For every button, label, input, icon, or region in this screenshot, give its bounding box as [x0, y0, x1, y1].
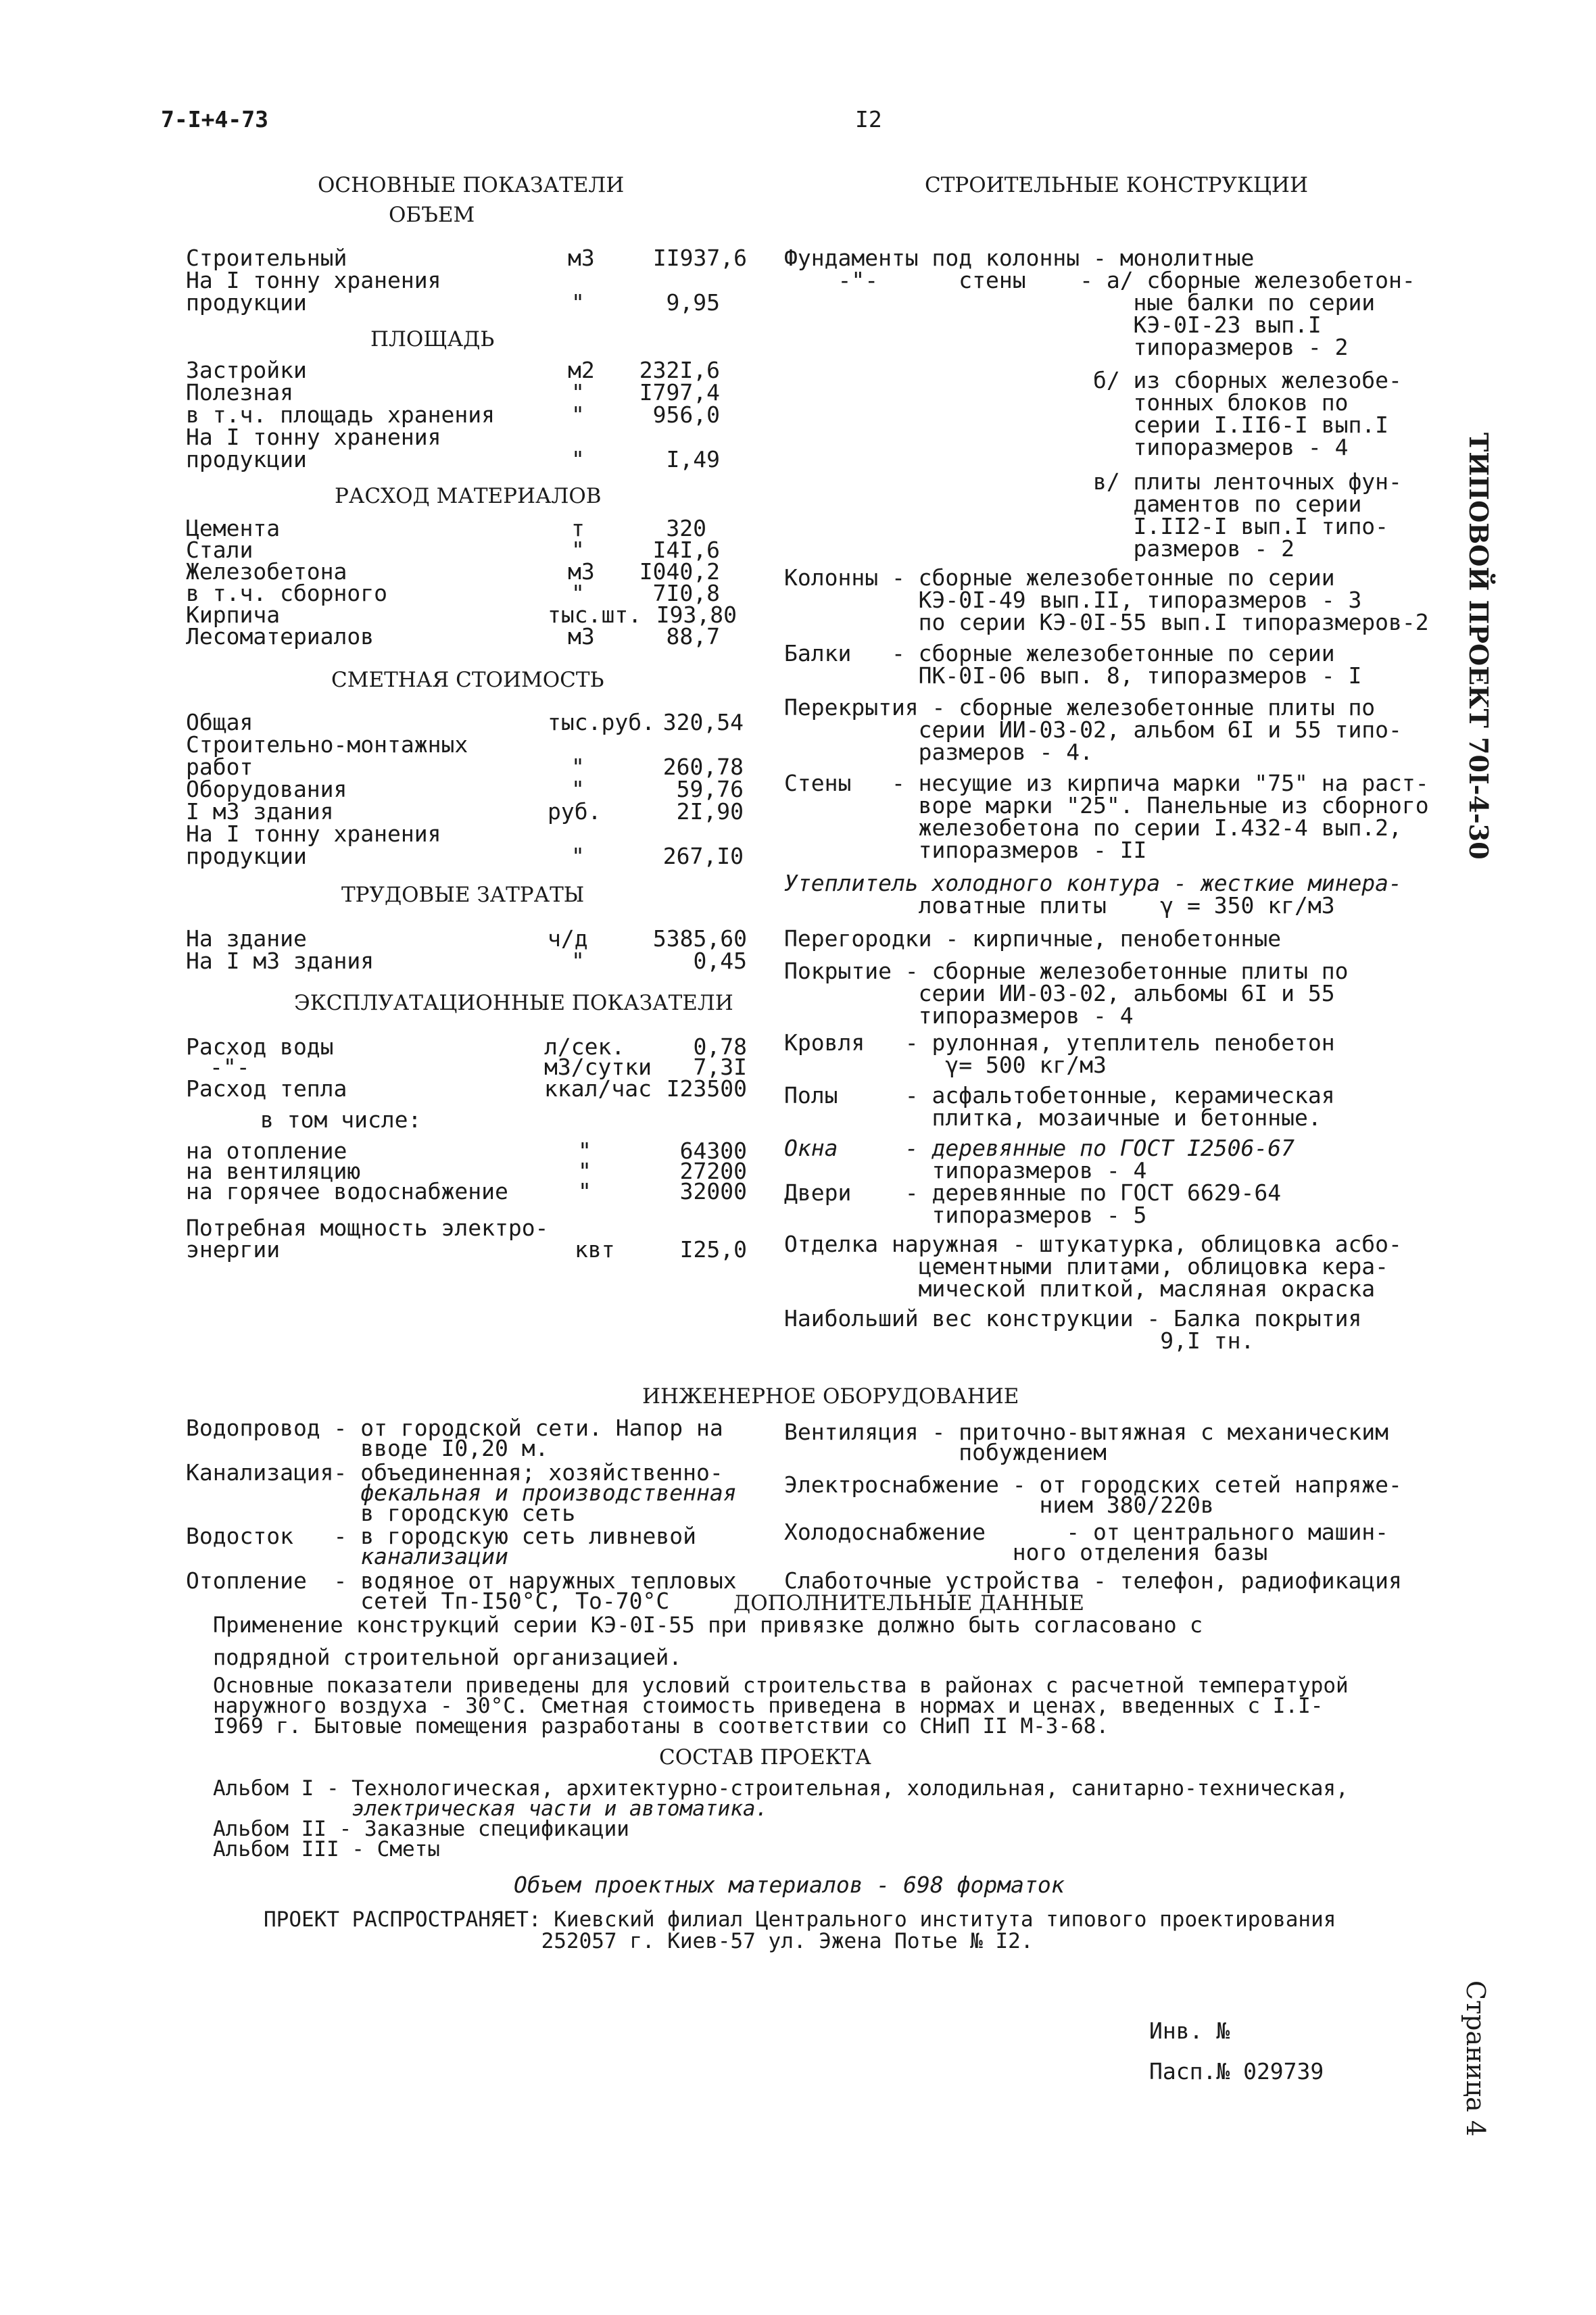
cost-row-value: 320,54 [662, 709, 744, 735]
engineering-left-line: Канализация- объединенная; хозяйственно- [186, 1459, 723, 1486]
engineering-left-line: канализации [186, 1543, 508, 1569]
operation-row-value: I25,0 [679, 1236, 747, 1263]
labor-row-unit: " [571, 948, 585, 974]
volume-row-value: II937,6 [652, 245, 747, 271]
structures-line: 9,I тн. [784, 1327, 1255, 1354]
operation-row-unit: м3/сутки [544, 1054, 652, 1080]
engineering-left-line: Водосток - в городскую сеть ливневой [186, 1523, 696, 1549]
structures-line: Двери - деревянные по ГОСТ 6629-64 [784, 1179, 1282, 1206]
main-indicators-title: ОСНОВНЫЕ ПОКАЗАТЕЛИ [318, 173, 625, 197]
structures-line: ловатные плиты γ = 350 кг/м3 [784, 892, 1335, 919]
area-row-unit: " [571, 446, 585, 472]
engineering-right-line: Вентиляция - приточно-вытяжная с механическим [784, 1419, 1389, 1445]
operation-row-value: 32000 [679, 1178, 747, 1204]
materials-row-value: 7I0,8 [652, 580, 720, 606]
structures-line: размеров - 2 [784, 535, 1295, 562]
additional-title: ДОПОЛНИТЕЛЬНЫЕ ДАННЫЕ [733, 1591, 1084, 1615]
materials-row-label: Кирпича [186, 602, 281, 628]
area-row-value: I,49 [666, 446, 720, 472]
materials-row-unit: " [571, 537, 585, 563]
operation-row-unit: " [578, 1138, 591, 1164]
structures-line: Перекрытия - сборные железобетонные плиты по [784, 694, 1376, 721]
operation-row-label: на вентиляцию [186, 1158, 361, 1184]
structures-line: плитка, мозаичные и бетонные. [784, 1104, 1322, 1131]
structures-line: серии ИИ-03-02, альбомы 6I и 55 [784, 980, 1335, 1006]
doc-code: 7-I+4-73 [161, 106, 268, 132]
area-row-unit: м2 [568, 357, 595, 383]
structures-line: Утеплитель холодного контура - жесткие минера- [784, 870, 1402, 896]
operation-row-label: на горячее водоснабжение [186, 1178, 508, 1204]
page-number: I2 [855, 106, 882, 132]
structures-title: СТРОИТЕЛЬНЫЕ КОНСТРУКЦИИ [925, 173, 1308, 197]
structures-line: Полы - асфальтобетонные, керамическая [784, 1082, 1335, 1108]
volume-row-unit: м3 [568, 245, 595, 271]
composition-line: электрическая части и автоматика. [213, 1797, 769, 1821]
additional-line: Основные показатели приведены для условий строительства в районах с расчетной температурой [213, 1674, 1349, 1698]
structures-line: типоразмеров - 4 [784, 434, 1349, 460]
structures-line: типоразмеров - 4 [784, 1002, 1134, 1029]
area-row-unit: " [571, 401, 585, 428]
cost-row-value: 2I,90 [676, 798, 744, 825]
volume-title: ОБЪЕМ [389, 203, 475, 227]
labor-row-value: 5385,60 [652, 925, 747, 952]
additional-line: наружного воздуха - 30°С. Сметная стоимость приведена в нормах и ценах, введенных с I.I- [213, 1694, 1324, 1718]
operation-row-unit: квт [575, 1236, 615, 1263]
structures-line: Стены - несущие из кирпича марки "75" на раст- [784, 770, 1429, 796]
operation-row-unit: ккал/час [544, 1075, 652, 1102]
structures-line: КЭ-0I-23 вып.I [784, 312, 1322, 338]
area-row-value: 232I,6 [639, 357, 720, 383]
materials-row-value: I4I,6 [652, 537, 720, 563]
composition-title: СОСТАВ ПРОЕКТА [659, 1745, 871, 1770]
materials-row-unit: м3 [568, 623, 595, 650]
structures-line: Балки - сборные железобетонные по серии [784, 640, 1335, 666]
structures-line: воре марки "25". Панельные из сборного [784, 792, 1429, 819]
engineering-left-line: Отопление - водяное от наружных тепловых [186, 1567, 737, 1594]
materials-row-value: 88,7 [666, 623, 720, 650]
operation-row-value: 0,78 [693, 1033, 747, 1060]
materials-row-value: I040,2 [639, 558, 720, 585]
distributor-line: ПРОЕКТ РАСПРОСТРАНЯЕТ: Киевский филиал Центрального института типового проектирования [264, 1907, 1336, 1932]
engineering-left-line: вводе I0,20 м. [186, 1435, 549, 1461]
area-row-label: Застройки [186, 357, 307, 383]
structures-line: даментов по серии [784, 491, 1362, 517]
structures-line: -"- стены - а/ сборные железобетон- [784, 267, 1416, 293]
cost-row-label: Строительно-монтажных [186, 731, 468, 758]
structures-line: Отделка наружная - штукатурка, облицовка асбо- [784, 1231, 1402, 1257]
engineering-right-line: Электроснабжение - от городских сетей напряже- [784, 1471, 1402, 1498]
structures-line: Наибольший вес конструкции - Балка покрытия [784, 1305, 1362, 1332]
volume-row-label: На I тонну хранения [186, 267, 441, 293]
cost-row-value: 260,78 [662, 754, 744, 780]
structures-line: I.II2-I вып.I типо- [784, 513, 1389, 539]
engineering-title: ИНЖЕНЕРНОЕ ОБОРУДОВАНИЕ [642, 1384, 1019, 1409]
inv-number: Инв. № [1149, 2018, 1230, 2044]
area-row-label: Полезная [186, 379, 293, 406]
materials-row-label: Цемента [186, 515, 281, 541]
cost-row-label: Общая [186, 709, 253, 735]
materials-row-unit: тыс.шт. [548, 602, 642, 628]
operation-row-unit: л/сек. [544, 1033, 625, 1060]
distributor-line: 252057 г. Киев-57 ул. Эжена Потье № I2. [264, 1929, 1034, 1953]
cost-row-unit: " [571, 843, 585, 869]
cost-row-label: Оборудования [186, 776, 347, 802]
pasp-number: Пасп.№ 029739 [1149, 2058, 1324, 2085]
cost-row-unit: руб. [548, 798, 602, 825]
materials-row-unit: т [571, 515, 585, 541]
structures-line: ные балки по серии [784, 289, 1376, 316]
materials-row-label: Железобетона [186, 558, 347, 585]
structures-line: ПК-0I-06 вып. 8, типоразмеров - I [784, 662, 1362, 689]
volume-row-value: 9,95 [666, 289, 720, 316]
labor-row-unit: ч/д [548, 925, 588, 952]
area-row-label: в т.ч. площадь хранения [186, 401, 495, 428]
structures-line: серии I.II6-I вып.I [784, 412, 1389, 438]
labor-title: ТРУДОВЫЕ ЗАТРАТЫ [341, 883, 585, 907]
operation-row-label: Расход воды [186, 1033, 334, 1060]
operation-row-value: 7,3I [693, 1054, 747, 1080]
materials-row-unit: " [571, 580, 585, 606]
composition-line: Альбом III - Сметы [213, 1837, 440, 1861]
operation-row-value: I23500 [666, 1075, 747, 1102]
side-page-label: Страница 4 [1461, 1980, 1491, 2137]
engineering-left-line: Водопровод - от городской сети. Напор на [186, 1415, 723, 1441]
materials-row-label: в т.ч. сборного [186, 580, 388, 606]
engineering-right-line: Холодоснабжение - от центрального машин- [784, 1519, 1389, 1545]
operation-row-value: 64300 [679, 1138, 747, 1164]
cost-row-label: работ [186, 754, 253, 780]
operation-row-label: в том числе: [260, 1106, 422, 1133]
operation-row-value: 27200 [679, 1158, 747, 1184]
engineering-right-line: ного отделения базы [784, 1539, 1268, 1565]
materials-title: РАСХОД МАТЕРИАЛОВ [335, 484, 602, 508]
structures-line: типоразмеров - 4 [784, 1157, 1147, 1184]
composition-line: Альбом II - Заказные спецификации [213, 1817, 629, 1841]
materials-row-value: I93,80 [656, 602, 737, 628]
structures-line: цементными плитами, облицовка кера- [784, 1253, 1389, 1280]
materials-row-label: Стали [186, 537, 253, 563]
cost-row-value: 267,I0 [662, 843, 744, 869]
materials-row-value: 320 [666, 515, 706, 541]
composition-volume: Объем проектных материалов - 698 форматок [514, 1872, 1065, 1898]
cost-row-value: 59,76 [676, 776, 744, 802]
operation-row-label: Расход тепла [186, 1075, 347, 1102]
structures-line: по серии КЭ-0I-55 вып.I типоразмеров-2 [784, 609, 1429, 635]
additional-line: I969 г. Бытовые помещения разработаны в соответствии со СНиП II М-3-68. [213, 1714, 1109, 1738]
structures-line: Покрытие - сборные железобетонные плиты по [784, 958, 1349, 984]
engineering-left-line: в городскую сеть [186, 1500, 576, 1526]
structures-line: размеров - 4. [784, 739, 1093, 765]
operation-row-label: энергии [186, 1236, 281, 1263]
area-row-label: На I тонну хранения [186, 424, 441, 450]
structures-line: КЭ-0I-49 вып.II, типоразмеров - 3 [784, 587, 1362, 613]
structures-line: б/ из сборных железобе- [784, 367, 1402, 393]
volume-row-label: продукции [186, 289, 307, 316]
volume-row-unit: " [571, 289, 585, 316]
cost-row-label: I м3 здания [186, 798, 334, 825]
composition-line: Альбом I - Технологическая, архитектурно-строительная, холодильная, санитарно-техническая, [213, 1776, 1349, 1801]
labor-row-value: 0,45 [693, 948, 747, 974]
labor-row-label: На здание [186, 925, 307, 952]
structures-line: железобетона по серии I.432-4 вып.2, [784, 814, 1402, 841]
additional-line: подрядной строительной организацией. [213, 1644, 682, 1670]
structures-line: тонных блоков по [784, 389, 1349, 416]
volume-row-label: Строительный [186, 245, 347, 271]
materials-row-label: Лесоматериалов [186, 623, 374, 650]
area-row-value: I797,4 [639, 379, 720, 406]
engineering-left-line: фекальная и производственная [186, 1480, 737, 1506]
structures-line: мической плиткой, масляная окраска [784, 1275, 1376, 1302]
operation-row-label: на отопление [186, 1138, 347, 1164]
cost-row-label: продукции [186, 843, 307, 869]
cost-title: СМЕТНАЯ СТОИМОСТЬ [331, 668, 604, 692]
structures-line: в/ плиты ленточных фун- [784, 468, 1402, 495]
cost-row-unit: " [571, 776, 585, 802]
operation-row-unit: " [578, 1158, 591, 1184]
area-title: ПЛОЩАДЬ [370, 327, 495, 351]
cost-row-unit: тыс.руб. [548, 709, 655, 735]
structures-line: типоразмеров - II [784, 837, 1147, 863]
structures-line: Кровля - рулонная, утеплитель пенобетон [784, 1029, 1335, 1056]
structures-line: Окна - деревянные по ГОСТ I2506-67 [784, 1135, 1295, 1161]
structures-line: Перегородки - кирпичные, пенобетонные [784, 925, 1282, 952]
operation-row-unit: " [578, 1178, 591, 1204]
engineering-right-line: Слаботочные устройства - телефон, радиофикация [784, 1567, 1402, 1594]
engineering-left-line: сетей Тп-I50°С, То-70°С [186, 1588, 670, 1614]
structures-line: Фундаменты под колонны - монолитные [784, 245, 1255, 271]
operation-row-label: Потребная мощность электро- [186, 1215, 549, 1241]
additional-line: Применение конструкций серии КЭ-0I-55 при привязке должно быть согласовано с [213, 1612, 1203, 1638]
engineering-right-line: нием 380/220в [784, 1492, 1214, 1518]
area-row-label: продукции [186, 446, 307, 472]
materials-row-unit: м3 [568, 558, 595, 585]
structures-line: типоразмеров - 5 [784, 1202, 1147, 1228]
side-project-label: ТИПОВОЙ ПРОЕКТ 70I-4-30 [1464, 433, 1494, 860]
structures-line: γ= 500 кг/м3 [784, 1052, 1107, 1078]
labor-row-label: На I м3 здания [186, 948, 374, 974]
area-row-unit: " [571, 379, 585, 406]
area-row-value: 956,0 [652, 401, 720, 428]
operation-title: ЭКСПЛУАТАЦИОННЫЕ ПОКАЗАТЕЛИ [294, 991, 733, 1015]
structures-line: серии ИИ-03-02, альбом 6I и 55 типо- [784, 716, 1402, 743]
engineering-right-line: побуждением [784, 1439, 1107, 1465]
structures-line: Колонны - сборные железобетонные по серии [784, 564, 1335, 591]
cost-row-label: На I тонну хранения [186, 821, 441, 847]
operation-row-label: -"- [210, 1054, 250, 1080]
cost-row-unit: " [571, 754, 585, 780]
structures-line: типоразмеров - 2 [784, 334, 1349, 360]
